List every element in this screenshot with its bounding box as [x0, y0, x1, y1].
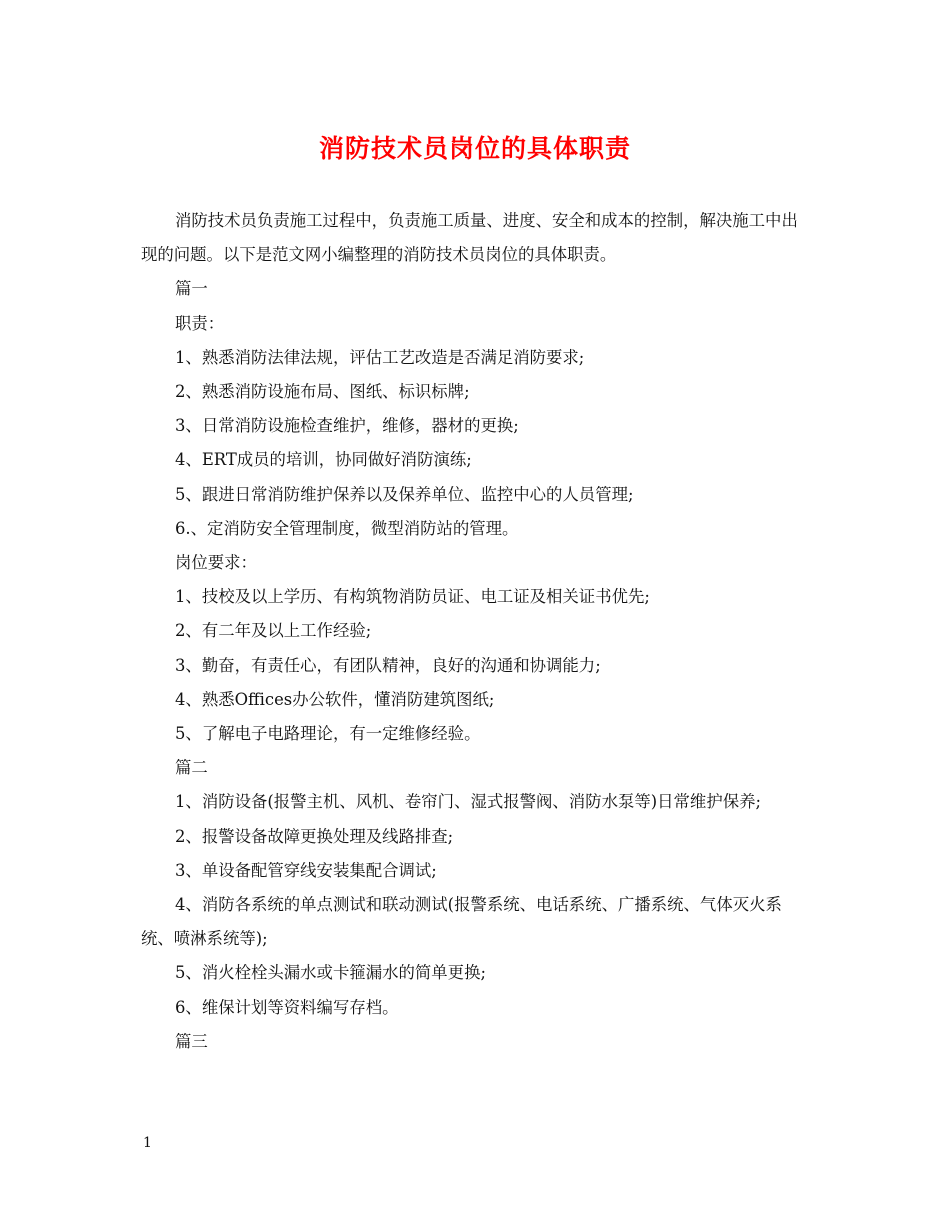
list-item: 5、了解电子电路理论，有一定维修经验。 [175, 724, 481, 744]
list-item: 1、技校及以上学历、有构筑物消防员证、电工证及相关证书优先; [175, 587, 650, 607]
section-heading: 篇三 [175, 1031, 208, 1051]
list-item: 5、跟进日常消防维护保养以及保养单位、监控中心的人员管理; [175, 484, 634, 504]
list-item: 4、ERT成员的培训，协同做好消防演练; [175, 450, 472, 470]
list-item: 2、有二年及以上工作经验; [175, 621, 372, 641]
subsection-heading: 职责： [175, 313, 225, 333]
intro-paragraph: 消防技术员负责施工过程中，负责施工质量、进度、安全和成本的控制，解决施工中出现的问题。以下是范文网小编整理的消防技术员岗位的具体职责。 [141, 211, 798, 265]
subsection-heading: 岗位要求： [175, 553, 257, 573]
list-item: 3、单设备配管穿线安装集配合调试; [175, 860, 437, 880]
list-item: 3、勤奋，有责任心，有团队精神，良好的沟通和协调能力; [175, 655, 601, 675]
page-title: 消防技术员岗位的具体职责 [318, 134, 631, 163]
list-item: 6.、定消防安全管理制度，微型消防站的管理。 [175, 518, 519, 538]
list-item: 6、维保计划等资料编写存档。 [175, 997, 399, 1017]
section-heading: 篇二 [175, 758, 208, 778]
list-item: 5、消火栓栓头漏水或卡箍漏水的简单更换; [175, 963, 486, 983]
section-heading: 篇一 [175, 279, 208, 299]
list-item: 2、熟悉消防设施布局、图纸、标识标牌; [175, 382, 470, 402]
list-item: 1、消防设备(报警主机、风机、卷帘门、湿式报警阀、消防水泵等)日常维护保养; [175, 792, 762, 812]
list-item: 3、日常消防设施检查维护，维修，器材的更换; [175, 416, 519, 436]
list-item: 1、熟悉消防法律法规，评估工艺改造是否满足消防要求; [175, 347, 585, 367]
list-item: 4、消防各系统的单点测试和联动测试(报警系统、电话系统、广播系统、气体灭火系统、喷淋系统等); [141, 895, 782, 949]
document-body [141, 204, 813, 1059]
list-item: 2、报警设备故障更换处理及线路排查; [175, 826, 454, 846]
list-item: 4、熟悉Offices办公软件，懂消防建筑图纸; [175, 689, 495, 709]
page-number: 1 [143, 1135, 152, 1151]
